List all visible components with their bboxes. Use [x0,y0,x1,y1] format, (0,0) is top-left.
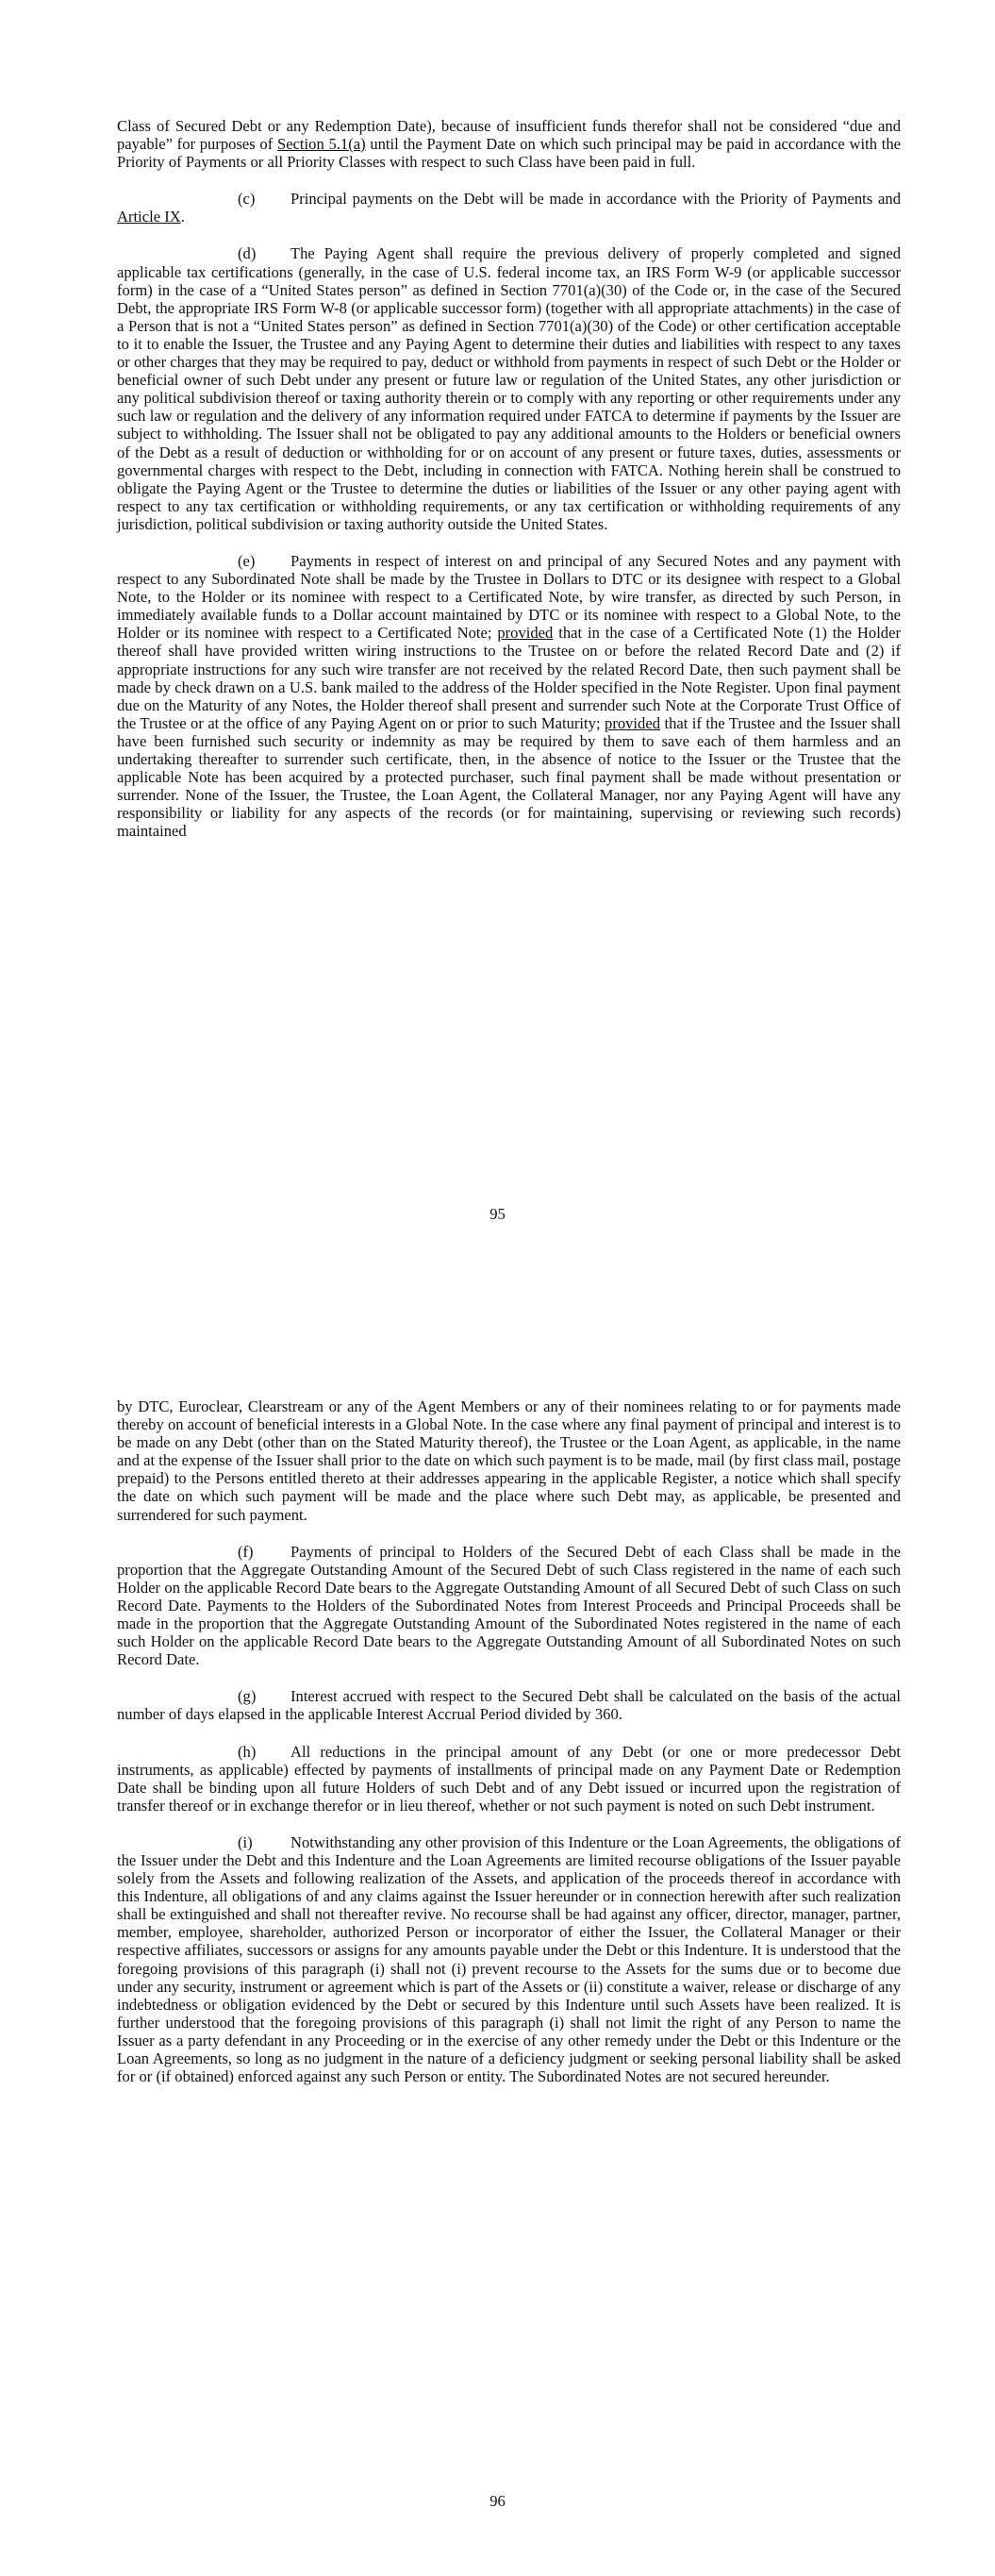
paragraph-text: that if the Trustee and the Issuer shall have been furnished such security or indemnity as may be required by them to save each of them harmless and an undertaking thereafter to surrender such certificate, then, in the absence of notice to the Issuer or the Trustee that the applicable Note has been acquired by a protected purchaser, such final payment shall be made without presentation or surrender. None of the Issuer, the Trustee, the Loan Agent, the Collateral Manager, nor any Paying Agent will have any responsibility or liability for any aspects of the records (or for maintaining, supervising or reviewing such records) maintained [117,713,901,841]
paragraph-text: until the Payment Date on which such principal may be paid in accordance with the Priority of Payments or all Priority Classes with respect to such Class have been paid in full. [117,135,901,172]
paragraph-label: (i) [238,1832,253,1851]
paragraph-label: (c) [238,190,256,209]
provided-term: provided [497,624,554,643]
continued-paragraph [117,117,901,171]
paragraph-text: All reductions in the principal amount of any Debt (or one or more predecessor Debt instruments, as applicable) effected by payments of installments of principal made on any Payment Date or Redemption Date shall be binding upon all future Holders of such Debt and of any Debt issued or incurred upon the registration of transfer thereof or in exchange therefor or in lieu thereof, whether or not such payment is noted on such Debt instrument. [117,1742,901,1815]
paragraph-text: by DTC, Euroclear, Clearstream or any of the Agent Members or any of their nominees relating to or for payments made thereby on account of beneficial interests in a Global Note. In the case where any final payment of principal and interest is to be made on any Debt (other than on the Stated Maturity thereof), the Trustee or the Loan Agent, as applicable, in the name and at the expense of the Issuer shall prior to the date on which such payment is to be made, mail (by first class mail, postage prepaid) to the Persons entitled thereto at their addresses appearing in the applicable Register, a notice which shall specify the date on which such payment will be made and the place where such Debt may, as applicable, be presented and surrendered for such payment. [117,1397,901,1524]
paragraph-text: Principal payments on the Debt will be made in accordance with the Priority of Payments and [290,190,901,209]
paragraph-h [117,1743,901,1815]
paragraph-g [117,1687,901,1723]
paragraph-f [117,1543,901,1669]
paragraph-text: Class of Secured Debt or any Redemption Date), because of insufficient funds therefor shall not be considered “due and payable” for purposes of [117,117,901,154]
paragraph-label: (h) [238,1742,257,1761]
paragraph-i [117,1833,901,2085]
paragraph-text: The Paying Agent shall require the previous delivery of properly completed and signed applicable tax certifications (generally, in the case of U.S. federal income tax, an IRS Form W-9 (or applicable successor form) in the case of a “United States person” as defined in Section 7701(a)(30) of the Code or, in the case of the Secured Debt, the appropriate IRS Form W-8 (or applicable successor form) (together with all appropriate attachments) in the case of a Person that is not a “United States person” as defined in Section 7701(a)(30) of the Code) or other certification acceptable to it to enable the Issuer, the Trustee and any Paying Agent to determine their duties and liabilities with respect to any taxes or other charges that they may be required to pay, deduct or withhold from payments in respect of such Debt or the Holder or beneficial owner of such Debt under any present or future law or regulation of the United States, any other jurisdiction or any political subdivision thereof or taxing authority therein or to comply with any reporting or other requirements under any such law or regulation and the delivery of any information required under FATCA to determine if payments by the Issuer are subject to withholding. The Issuer shall not be obligated to pay any additional amounts to the Holders or beneficial owners of the Debt as a result of deduction or withholding for or on account of any present or future taxes, duties, assessments or governmental charges with respect to the Debt, including in connection with FATCA. Nothing herein shall be construed to obligate the Paying Agent or the Trustee to determine the duties or liabilities of the Issuer or any other paying agent with respect to any tax certification or withholding requirements, or any tax certification or withholding requirements of any jurisdiction, political subdivision or taxing authority outside the United States. [117,244,901,533]
paragraph-c [117,190,901,226]
provided-term: provided [605,713,661,732]
paragraph-label: (d) [238,244,257,263]
paragraph-text: . [180,208,185,226]
paragraph-d [117,244,901,533]
paragraph-text: Interest accrued with respect to the Secured Debt shall be calculated on the basis of the actual number of days elapsed in the applicable Interest Accrual Period divided by 360. [117,1687,901,1724]
paragraph-label: (g) [238,1687,257,1706]
paragraph-text: that in the case of a Certificated Note (1) the Holder thereof shall have provided written wiring instructions to the Trustee on or before the related Record Date and (2) if appropriate instructions for any such wire transfer are not received by the related Record Date, then such payment shall be made by check drawn on a U.S. bank mailed to the address of the Holder specified in the Note Register. Upon final payment due on the Maturity of any Notes, the Holder thereof shall present and surrender such Note at the Corporate Trust Office of the Trustee or at the office of any Paying Agent on or prior to such Maturity; [117,624,901,732]
paragraph-text: Payments of principal to Holders of the Secured Debt of each Class shall be made in the proportion that the Aggregate Outstanding Amount of the Secured Debt of such Class registered in the name of each such Holder on the applicable Record Date bears to the Aggregate Outstanding Amount of all Secured Debt of such Class on such Record Date. Payments to the Holders of the Subordinated Notes from Interest Proceeds and Principal Proceeds shall be made in the proportion that the Aggregate Outstanding Amount of the Subordinated Notes registered in the name of each such Holder on the applicable Record Date bears to the Aggregate Outstanding Amount of all Subordinated Notes on such Record Date. [117,1542,901,1669]
paragraph-text: Payments in respect of interest on and principal of any Secured Notes and any payment with respect to any Subordinated Note shall be made by the Trustee in Dollars to DTC or its designee with respect to a Global Note, to the Holder or its nominee with respect to a Certificated Note, by wire transfer, as directed by such Person, in immediately available funds to a Dollar account maintained by DTC or its nominee with respect to a Global Note, to the Holder or its nominee with respect to a Certificated Note; [117,551,901,643]
page-96 [0,1288,995,2576]
page-96-body [117,1397,901,2104]
paragraph-label: (f) [238,1542,254,1561]
page-number: 95 [489,1205,506,1223]
article-reference: Article IX [117,208,181,226]
paragraph-label: (e) [238,551,256,570]
section-reference: Section 5.1(a) [276,135,366,154]
paragraph-e [117,552,901,841]
page-95-body [117,117,901,859]
continued-paragraph [117,1397,901,1524]
page-number: 96 [489,2492,506,2510]
paragraph-text: Notwithstanding any other provision of this Indenture or the Loan Agreements, the obligations of the Issuer under the Debt and this Indenture and the Loan Agreements are limited recourse obligations of the Issuer payable solely from the Assets and following realization of the Assets, and application of the proceeds thereof in accordance with this Indenture, all obligations of and any claims against the Issuer hereunder or in connection herewith after such realization shall be extinguished and shall not thereafter revive. No recourse shall be had against any officer, director, manager, partner, member, employee, shareholder, authorized Person or incorporator of either the Issuer, the Collateral Manager or their respective affiliates, successors or assigns for any amounts payable under the Debt or this Indenture. It is understood that the foregoing provisions of this paragraph (i) shall not (i) prevent recourse to the Assets for the sums due or to become due under any security, instrument or agreement which is part of the Assets or (ii) constitute a waiver, release or discharge of any indebtedness or obligation evidenced by the Debt or secured by this Indenture until such Assets have been realized. It is further understood that the foregoing provisions of this paragraph (i) shall not limit the right of any Person to name the Issuer as a party defendant in any Proceeding or in the exercise of any other remedy under the Debt or this Indenture or the Loan Agreements, so long as no judgment in the nature of a deficiency judgment or seeking personal liability shall be asked for or (if obtained) enforced against any such Person or entity. The Subordinated Notes are not secured hereunder. [117,1832,901,2086]
